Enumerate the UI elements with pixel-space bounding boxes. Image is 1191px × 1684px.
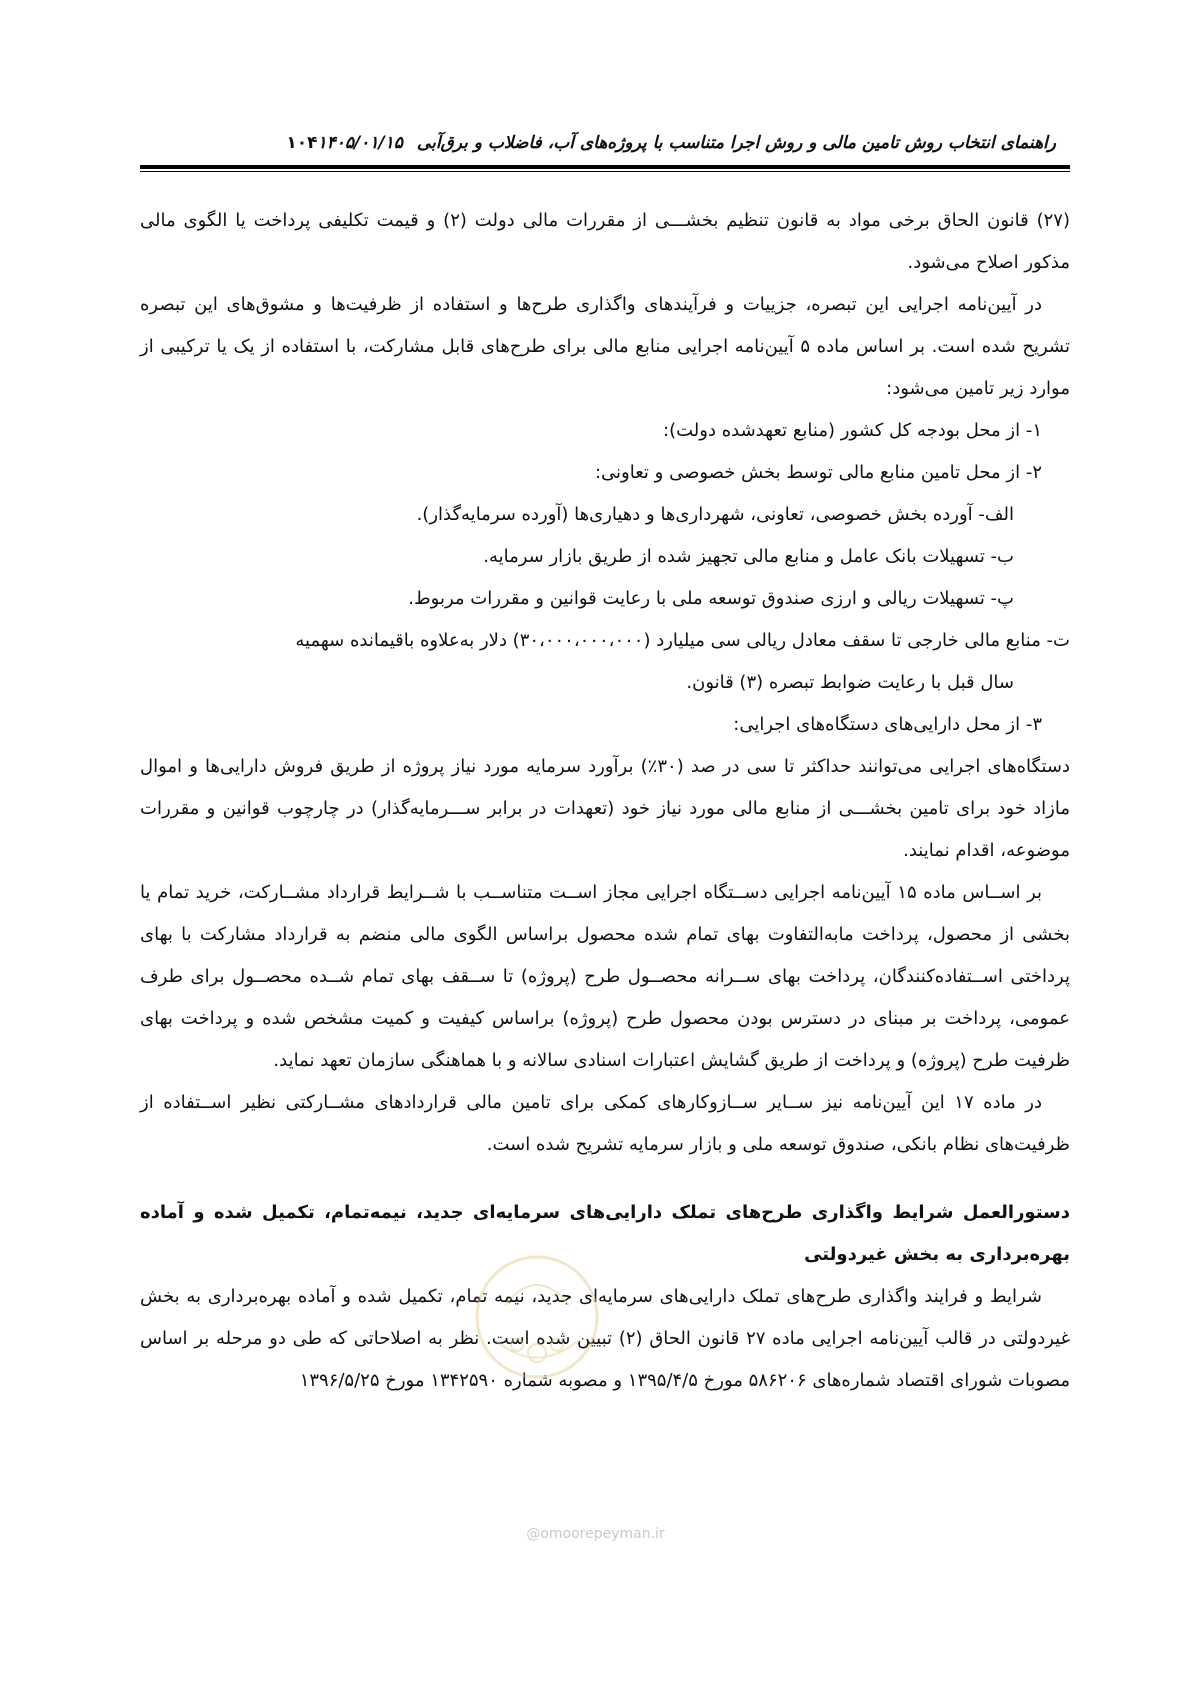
page-header xyxy=(140,126,1070,160)
running-title: راهنمای انتخاب روش تامین مالی و روش اجرا متناسب با پروژه‌های آب، فاضلاب و برق‌آبی xyxy=(416,133,1056,153)
paragraph: دستگاه‌های اجرایی می‌توانند حداکثر تا سی در صد (۳۰٪) برآورد سرمایه مورد نیاز پروژه از طریق فروش دارایی‌ها و اموال مازاد خود برای تامین بخشـــی از منابع مالی مورد نیاز خود (تعهدات در برابر ســـرمایه‌گذار) در چارچوب قوانین و مقررات موضوعه، اقدام نمایند. xyxy=(140,756,1070,861)
sub-list-item: ت- منابع مالی خارجی تا سقف معادل ریالی سی میلیارد (۳۰،۰۰۰،۰۰۰،۰۰۰) دلار به‌علاوه باقیمانده سهمیه xyxy=(295,630,1070,651)
paragraph: در ماده ۱۷ این آیین‌نامه نیز ســایر ســازوکارهای کمکی برای تامین مالی قراردادهای مشــارکتی نظیر اســتفاده از ظرفیت‌های نظام بانکی، صندوق توسعه ملی و بازار سرمایه تشریح شده است. xyxy=(140,1092,1070,1155)
list-item: ۳- از محل دارایی‌های دستگاه‌های اجرایی: xyxy=(733,714,1042,735)
list-item: ۱- از محل بودجه کل کشور (منابع تعهدشده دولت): xyxy=(663,420,1042,441)
paragraph: (۲۷) قانون الحاق برخی مواد به قانون تنظیم بخشـــی از مقررات مالی دولت (۲) و قیمت تکلیفی پرداخت یا الگوی مالی مذکور اصلاح می‌شود. xyxy=(140,210,1071,273)
header-rule-thin xyxy=(140,171,1070,172)
sub-list-item-continuation: سال قبل با رعایت ضوابط تبصره (۳) قانون. xyxy=(686,672,1014,693)
sub-list-item: پ- تسهیلات ریالی و ارزی صندوق توسعه ملی با رعایت قوانین و مقررات مربوط. xyxy=(408,588,1014,609)
paragraph: شرایط و فرایند واگذاری طرح‌های تملک دارایی‌های سرمایه‌ای جدید، نیمه تمام، تکمیل شده و آماده بهره‌برداری به بخش غیردولتی در قالب آیین‌نامه اجرایی ماده ۲۷ قانون الحاق (۲) تبیین شده است. نظر به اصلاحاتی که طی دو مرحله بر اساس مصوبات شورای اقتصاد شماره‌های ۵۸۶۲۰۶ مورخ ۱۳۹۵/۴/۵ و مصوبه شماره ۱۳۴۲۵۹۰ مورخ ۱۳۹۶/۵/۲۵ xyxy=(140,1286,1071,1391)
page-number: ۱۰۴ xyxy=(286,133,318,153)
sub-list-item: ب- تسهیلات بانک عامل و منابع مالی تجهیز شده از طریق بازار سرمایه. xyxy=(483,546,1014,567)
section-heading: دستورالعمل شرایط واگذاری طرح‌های تملک دارایی‌های سرمایه‌ای جدید، نیمه‌تمام، تکمیل شده و آماده بهره‌برداری به بخش غیردولتی xyxy=(140,1202,1070,1265)
watermark-logo xyxy=(465,1245,610,1390)
watermark-url: @omoorepeyman.ir xyxy=(526,1526,665,1542)
sub-list-item: الف- آورده بخش خصوصی، تعاونی، شهرداری‌ها و دهیاری‌ها (آورده سرمایه‌گذار). xyxy=(416,504,1014,525)
page-body xyxy=(140,200,1070,1402)
paragraph: بر اســاس ماده ۱۵ آیین‌نامه اجرایی دســتگاه اجرایی مجاز اســت متناســب با شــرایط قرارداد مشــارکت، خرید تمام یا بخشی از محصول، پرداخت مابه‌التفاوت بهای تمام شده محصول براساس الگوی مالی منضم به قرارداد مشارکت با بهای پرداختی اســتفاده‌کنندگان، پرداخت بهای ســرانه محصــول طرح (پروژه) تا ســقف بهای تمام شــده محصــول برای طرف عمومی، پرداخت بر مبنای در دسترس بودن محصول طرح (پروژه) براساس کیفیت و کمیت مشخص شده و پرداخت بهای ظرفیت طرح (پروژه) و پرداخت از طریق گشایش اعتبارات اسنادی سالانه و با هماهنگی سازمان تعهد نماید. xyxy=(140,882,1070,1071)
header-rule-thick xyxy=(140,165,1070,169)
paragraph: در آیین‌نامه اجرایی این تبصره، جزییات و فرآیندهای واگذاری طرح‌ها و استفاده از ظرفیت‌ها و مشوق‌های این تبصره تشریح شده است. بر اساس ماده ۵ آیین‌نامه اجرایی منابع مالی برای طرح‌های قابل مشارکت، با استفاده از یک یا ترکیبی از موارد زیر تامین می‌شود: xyxy=(140,294,1070,399)
list-item: ۲- از محل تامین منابع مالی توسط بخش خصوصی و تعاونی: xyxy=(594,462,1042,483)
header-date: ۱۴۰۵/۰۱/۱۵ xyxy=(317,133,403,153)
